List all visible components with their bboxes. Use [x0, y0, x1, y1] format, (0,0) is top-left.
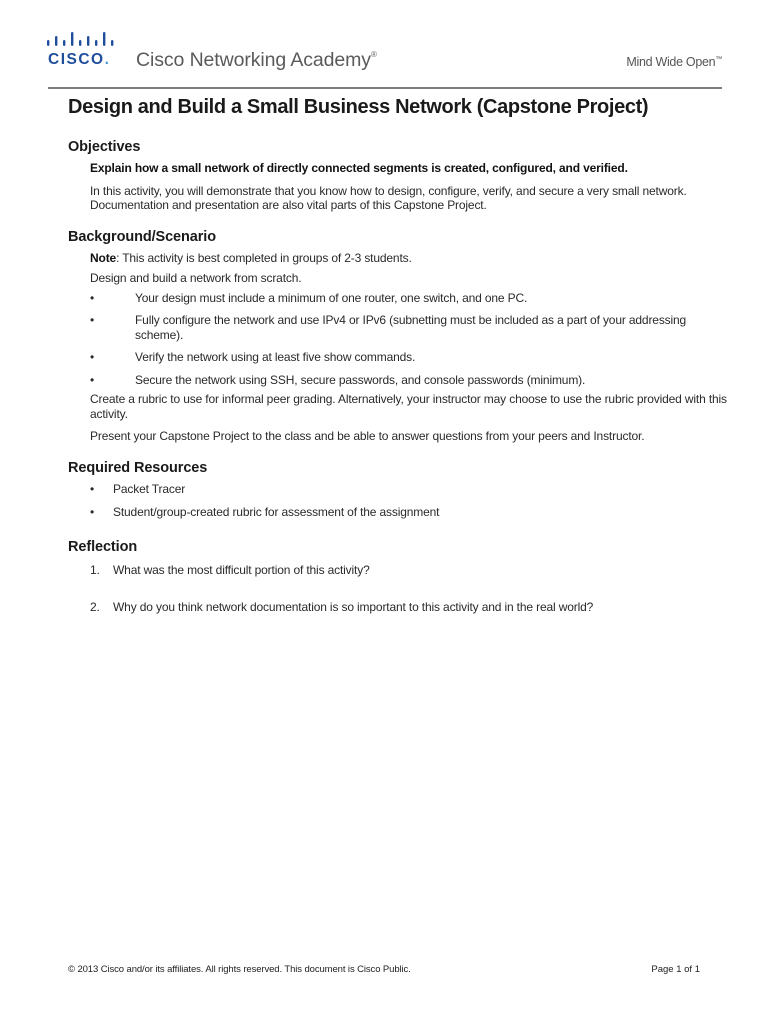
reflection-heading: Reflection: [68, 538, 138, 555]
list-item: 1. What was the most difficult portion of this activity?: [90, 562, 370, 577]
objectives-lead: Explain how a small network of directly connected segments is created, configured, and verified.: [90, 161, 628, 175]
resources-heading: Required Resources: [68, 459, 208, 476]
reflection-list: [90, 563, 728, 615]
page-number: Page 1 of 1: [651, 964, 700, 975]
bullet-icon: •: [90, 350, 95, 364]
bullet-icon: •: [90, 505, 95, 519]
bullet-icon: •: [90, 481, 95, 496]
bullet-icon: •: [90, 313, 95, 327]
bullet-icon: •: [90, 372, 95, 387]
document-body: [68, 96, 728, 615]
bullet-icon: •: [90, 290, 95, 305]
background-heading: Background/Scenario: [68, 228, 216, 245]
note-label: Note: [90, 250, 117, 265]
presentation-paragraph: Present your Capstone Project to the class and be able to answer questions from your peers and Instructor.: [90, 429, 645, 443]
note-text: : This activity is best completed in groups of 2-3 students.: [116, 250, 412, 265]
list-item: • Your design must include a minimum of one router, one switch, and one PC.: [90, 290, 528, 305]
resources-list: [90, 482, 728, 520]
cisco-bridge-logo-icon: [46, 31, 116, 49]
document-header: [0, 0, 768, 88]
list-item: • Verify the network using at least five show commands.: [90, 350, 416, 364]
document-title: Design and Build a Small Business Network (Capstone Project): [68, 96, 649, 118]
list-item: • Packet Tracer: [90, 481, 186, 496]
list-item: 2. Why do you think network documentation is so important to this activity and in the real world?: [90, 600, 594, 614]
copyright-text: © 2013 Cisco and/or its affiliates. All rights reserved. This document is Cisco Public.: [68, 964, 411, 975]
academy-name: Cisco Networking Academy®: [136, 49, 377, 71]
list-item: • Fully configure the network and use IPv4 or IPv6 (subnetting must be included as a part of your addressing scheme).: [90, 313, 687, 342]
background-note: [90, 251, 728, 266]
requirements-list: [90, 291, 728, 388]
list-item: • Secure the network using SSH, secure passwords, and console passwords (minimum).: [90, 372, 586, 387]
header-divider: [48, 87, 722, 89]
rubric-paragraph: Create a rubric to use for informal peer grading. Alternatively, your instructor may choose to use the rubric provided with this activity.: [90, 392, 727, 421]
objectives-heading: Objectives: [68, 139, 141, 155]
background-intro: Design and build a network from scratch.: [90, 271, 302, 285]
cisco-wordmark: CISCO.: [48, 51, 111, 68]
tagline: Mind Wide Open™: [626, 55, 722, 69]
objectives-body: In this activity, you will demonstrate that you know how to design, configure, verify, and secure a very small network. Documentation and presentation are also vital parts of this Capstone Project.: [90, 183, 687, 212]
list-item: • Student/group-created rubric for assessment of the assignment: [90, 505, 440, 519]
